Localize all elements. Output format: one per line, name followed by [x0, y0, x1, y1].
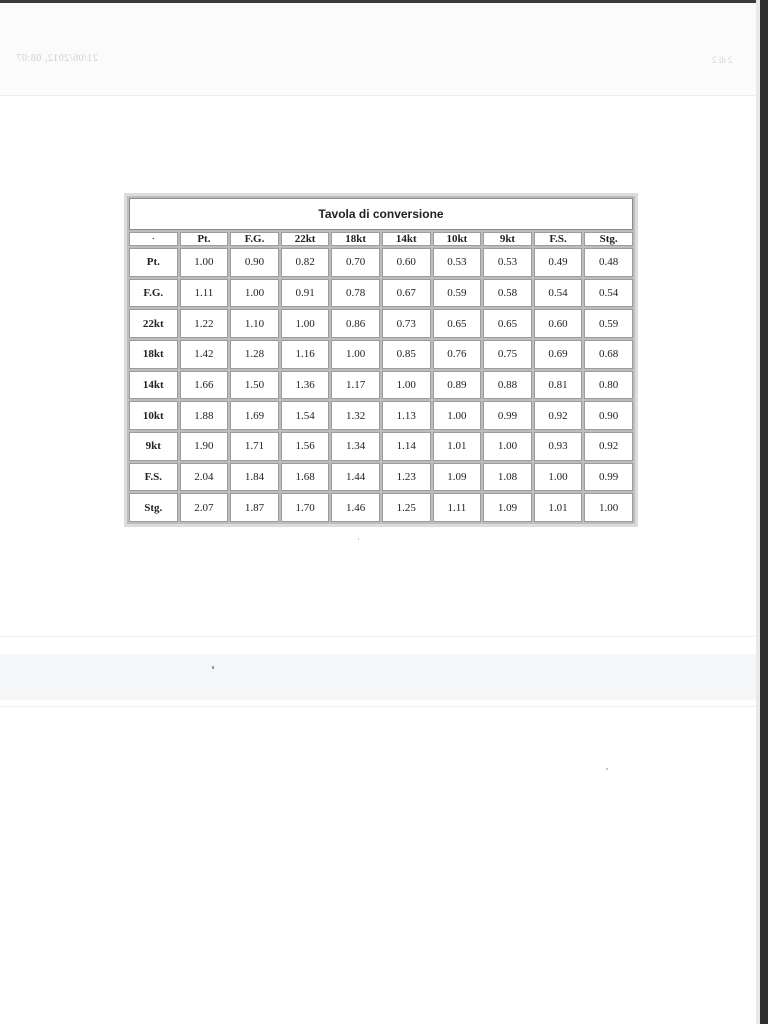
table-cell: 0.60	[382, 248, 431, 277]
table-cell: 0.88	[483, 371, 532, 400]
table-cell: 0.59	[584, 309, 633, 338]
column-header: 18kt	[331, 232, 380, 246]
table-cell: 1.71	[230, 432, 279, 461]
table-row	[129, 401, 633, 430]
table-cell: 1.16	[281, 340, 330, 369]
table-cell: 1.00	[433, 401, 482, 430]
table-cell: 1.17	[331, 371, 380, 400]
table-cell: 1.28	[230, 340, 279, 369]
table-cell: 0.86	[331, 309, 380, 338]
column-header: F.G.	[230, 232, 279, 246]
row-header: 14kt	[129, 371, 178, 400]
table-cell: 1.36	[281, 371, 330, 400]
conversion-table-frame	[124, 193, 638, 527]
row-header: F.S.	[129, 463, 178, 492]
table-row	[129, 432, 633, 461]
table-cell: 0.92	[584, 432, 633, 461]
table-header-row	[129, 232, 633, 246]
table-cell: 0.67	[382, 279, 431, 308]
row-header: F.G.	[129, 279, 178, 308]
scan-band	[0, 654, 756, 700]
table-row	[129, 279, 633, 308]
table-cell: 1.25	[382, 493, 431, 522]
table-cell: 0.99	[483, 401, 532, 430]
table-cell: 1.00	[483, 432, 532, 461]
table-cell: 2.04	[180, 463, 229, 492]
table-cell: 1.23	[382, 463, 431, 492]
table-cell: 1.87	[230, 493, 279, 522]
table-cell: 0.49	[534, 248, 583, 277]
table-cell: 0.60	[534, 309, 583, 338]
table-cell: 1.70	[281, 493, 330, 522]
table-cell: 0.48	[584, 248, 633, 277]
table-cell: 1.90	[180, 432, 229, 461]
table-cell: 1.46	[331, 493, 380, 522]
table-cell: 0.78	[331, 279, 380, 308]
table-cell: 1.13	[382, 401, 431, 430]
table-cell: 1.22	[180, 309, 229, 338]
scan-speck	[212, 666, 214, 669]
table-cell: 0.68	[584, 340, 633, 369]
table-row	[129, 248, 633, 277]
row-header: 18kt	[129, 340, 178, 369]
table-cell: 0.80	[584, 371, 633, 400]
table-cell: 1.09	[433, 463, 482, 492]
table-cell: 1.56	[281, 432, 330, 461]
table-cell: 1.34	[331, 432, 380, 461]
table-cell: 1.14	[382, 432, 431, 461]
conversion-table	[127, 196, 635, 524]
table-cell: 0.76	[433, 340, 482, 369]
table-cell: 0.70	[331, 248, 380, 277]
table-cell: 1.08	[483, 463, 532, 492]
row-header: 10kt	[129, 401, 178, 430]
table-corner-cell: ·	[129, 232, 178, 246]
table-cell: 0.75	[483, 340, 532, 369]
table-cell: 0.82	[281, 248, 330, 277]
table-cell: 1.00	[281, 309, 330, 338]
bleed-through-timestamp: 21/06/2012, 08:07	[16, 53, 98, 64]
scan-right-edge	[760, 0, 768, 1024]
table-cell: 1.00	[180, 248, 229, 277]
table-cell: 0.53	[483, 248, 532, 277]
column-header: 9kt	[483, 232, 532, 246]
table-cell: 0.93	[534, 432, 583, 461]
header-band	[0, 3, 756, 96]
scan-speck	[358, 538, 359, 540]
scan-band-line	[0, 706, 756, 707]
table-cell: 1.01	[433, 432, 482, 461]
table-cell: 0.59	[433, 279, 482, 308]
table-cell: 1.50	[230, 371, 279, 400]
table-cell: 1.00	[534, 463, 583, 492]
table-row	[129, 493, 633, 522]
table-cell: 0.73	[382, 309, 431, 338]
table-cell: 1.68	[281, 463, 330, 492]
row-header: 9kt	[129, 432, 178, 461]
table-cell: 0.53	[433, 248, 482, 277]
column-header: 10kt	[433, 232, 482, 246]
table-row	[129, 309, 633, 338]
table-cell: 1.00	[584, 493, 633, 522]
table-cell: 1.44	[331, 463, 380, 492]
scan-band-line	[0, 636, 756, 637]
table-cell: 0.85	[382, 340, 431, 369]
table-cell: 0.54	[584, 279, 633, 308]
table-cell: 0.99	[584, 463, 633, 492]
column-header: 14kt	[382, 232, 431, 246]
table-row	[129, 463, 633, 492]
table-cell: 1.10	[230, 309, 279, 338]
table-cell: 0.92	[534, 401, 583, 430]
bleed-through-page-number: 2 di 2	[712, 55, 733, 65]
table-cell: 0.89	[433, 371, 482, 400]
table-cell: 1.00	[230, 279, 279, 308]
table-row	[129, 340, 633, 369]
table-cell: 1.32	[331, 401, 380, 430]
scan-speck	[606, 768, 608, 770]
table-cell: 0.69	[534, 340, 583, 369]
table-title: Tavola di conversione	[129, 198, 633, 230]
column-header: Pt.	[180, 232, 229, 246]
table-cell: 0.58	[483, 279, 532, 308]
table-cell: 1.01	[534, 493, 583, 522]
table-cell: 2.07	[180, 493, 229, 522]
table-cell: 1.88	[180, 401, 229, 430]
table-cell: 1.69	[230, 401, 279, 430]
table-cell: 1.54	[281, 401, 330, 430]
table-cell: 1.11	[180, 279, 229, 308]
table-cell: 1.00	[331, 340, 380, 369]
table-row	[129, 371, 633, 400]
table-cell: 1.09	[483, 493, 532, 522]
table-cell: 1.11	[433, 493, 482, 522]
table-cell: 0.65	[483, 309, 532, 338]
table-cell: 0.90	[230, 248, 279, 277]
table-cell: 0.91	[281, 279, 330, 308]
table-title-row	[129, 198, 633, 230]
row-header: 22kt	[129, 309, 178, 338]
row-header: Stg.	[129, 493, 178, 522]
table-cell: 0.81	[534, 371, 583, 400]
table-cell: 1.84	[230, 463, 279, 492]
table-cell: 1.00	[382, 371, 431, 400]
column-header: Stg.	[584, 232, 633, 246]
table-cell: 1.42	[180, 340, 229, 369]
row-header: Pt.	[129, 248, 178, 277]
table-cell: 0.90	[584, 401, 633, 430]
column-header: 22kt	[281, 232, 330, 246]
table-cell: 1.66	[180, 371, 229, 400]
column-header: F.S.	[534, 232, 583, 246]
table-cell: 0.54	[534, 279, 583, 308]
table-cell: 0.65	[433, 309, 482, 338]
